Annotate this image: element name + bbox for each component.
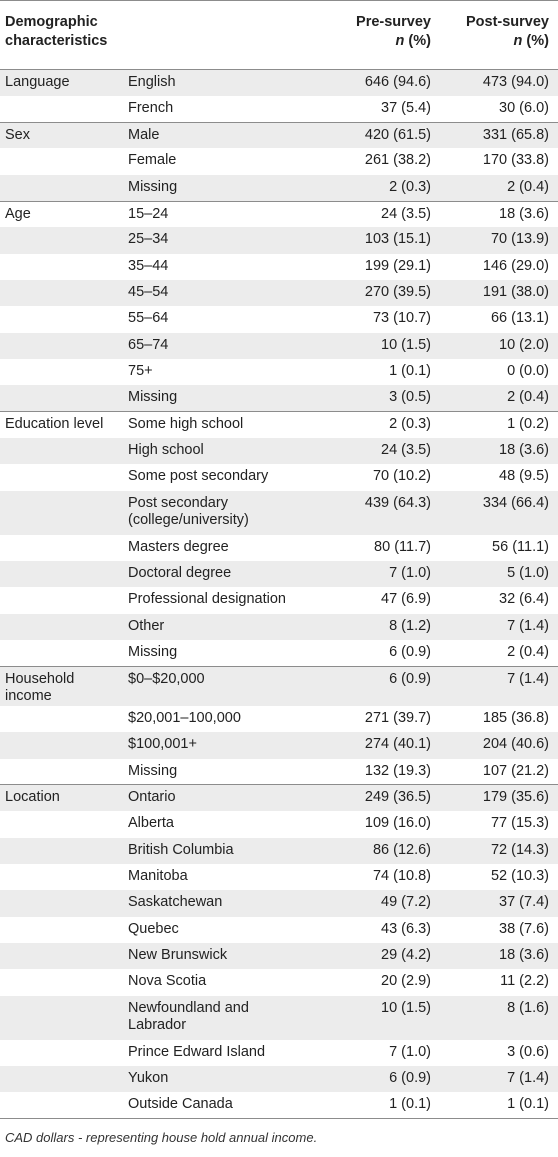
cell-post-survey: 77 (15.3) <box>490 815 549 832</box>
cell-category <box>0 1040 123 1066</box>
cell-category <box>0 491 123 535</box>
cell-subcategory <box>123 96 328 122</box>
cell-pre-survey: 3 (0.5) <box>389 389 431 406</box>
table-row <box>0 412 558 438</box>
cell-pre-survey: 47 (6.9) <box>381 591 431 608</box>
cell-pre-survey: 199 (29.1) <box>364 257 431 274</box>
cell-post-survey: 70 (13.9) <box>490 231 549 248</box>
cell-subcategory <box>123 838 328 864</box>
cell-subcategory <box>123 438 328 464</box>
cell-pre-survey: 7 (1.0) <box>389 565 431 582</box>
cell-category <box>0 996 123 1040</box>
cell-post-survey: 334 (66.4) <box>482 494 549 511</box>
subcategory-line: Male <box>128 126 160 143</box>
subcategory-line: 75+ <box>128 363 153 380</box>
subcategory-line: Quebec <box>128 920 179 937</box>
cell-post-survey: 204 (40.6) <box>482 736 549 753</box>
subcategory-line: 65–74 <box>128 336 169 353</box>
cell-post-survey: 37 (7.4) <box>499 894 549 911</box>
cell-pre-survey: 10 (1.5) <box>381 999 431 1016</box>
cell-category <box>0 359 123 385</box>
cell-pre-survey: 49 (7.2) <box>381 894 431 911</box>
table-row <box>0 70 558 96</box>
cell-category: Location <box>0 785 123 811</box>
cell-post-survey: 107 (21.2) <box>482 762 549 779</box>
cell-subcategory <box>123 614 328 640</box>
cell-post-survey: 331 (65.8) <box>440 122 558 148</box>
cell-pre-survey: 271 (39.7) <box>364 709 431 726</box>
subcategory-line: Missing <box>128 389 178 406</box>
cell-category <box>0 640 123 666</box>
cell-subcategory <box>123 943 328 969</box>
header-post-title: Post-survey <box>465 14 549 30</box>
table-row <box>0 201 558 227</box>
cell-subcategory <box>123 996 328 1040</box>
table-row <box>0 96 558 122</box>
cell-subcategory <box>123 333 328 359</box>
subcategory-line: English <box>128 74 176 90</box>
cell-category <box>0 732 123 758</box>
table-row <box>0 306 558 332</box>
subcategory-line: $20,001–100,000 <box>128 709 241 726</box>
subcategory-line: Outside Canada <box>128 1096 233 1113</box>
table-row <box>0 587 558 613</box>
table-row <box>0 785 558 811</box>
table-row <box>0 759 558 785</box>
cell-category <box>0 306 123 332</box>
cell-pre-survey: 103 (15.1) <box>364 231 431 248</box>
subcategory-line: Prince Edward Island <box>128 1043 266 1060</box>
table-row <box>0 1066 558 1092</box>
table-row <box>0 438 558 464</box>
cell-post-survey: 146 (29.0) <box>482 257 549 274</box>
subcategory-line: Doctoral degree <box>128 565 232 582</box>
table-header <box>0 1 558 70</box>
subcategory-line: 45–54 <box>128 284 169 301</box>
subcategory-line: Masters degree <box>128 538 229 555</box>
cell-pre-survey: 24 (3.5) <box>381 442 431 459</box>
cell-pre-survey: 74 (10.8) <box>372 867 431 884</box>
cell-post-survey: 52 (10.3) <box>490 867 549 884</box>
cell-category: Household income <box>0 666 123 706</box>
cell-subcategory <box>123 254 328 280</box>
cell-subcategory <box>123 587 328 613</box>
cell-post-survey: 18 (3.6) <box>499 442 549 459</box>
cell-category <box>0 1092 123 1118</box>
cell-post-survey: 1 (0.1) <box>440 1092 558 1118</box>
cell-pre-survey: 80 (11.7) <box>374 538 431 555</box>
cell-pre-survey: 132 (19.3) <box>364 762 431 779</box>
cell-subcategory <box>123 917 328 943</box>
cell-post-survey: 10 (2.0) <box>499 336 549 353</box>
cell-post-survey: 191 (38.0) <box>482 284 549 301</box>
cell-subcategory <box>123 535 328 561</box>
header-post-n: n <box>513 33 523 49</box>
cell-category <box>0 969 123 995</box>
cell-category <box>0 227 123 253</box>
table-row <box>0 614 558 640</box>
table-row <box>0 561 558 587</box>
table-row <box>0 1040 558 1066</box>
cell-subcategory <box>123 759 328 785</box>
cell-subcategory <box>123 706 328 732</box>
subcategory-line: (college/university) <box>128 512 249 529</box>
cell-pre-survey: 109 (16.0) <box>364 815 431 832</box>
cell-subcategory <box>123 785 328 811</box>
table-body <box>0 70 558 1119</box>
cell-subcategory <box>123 1092 328 1118</box>
cell-pre-survey: 37 (5.4) <box>381 99 431 116</box>
cell-pre-survey: 1 (0.1) <box>389 363 431 380</box>
table-row <box>0 359 558 385</box>
cell-category <box>0 535 123 561</box>
cell-category <box>0 838 123 864</box>
cell-post-survey: 170 (33.8) <box>482 152 549 169</box>
cell-category <box>0 759 123 785</box>
cell-post-survey: 32 (6.4) <box>499 591 549 608</box>
cell-post-survey: 185 (36.8) <box>482 709 549 726</box>
cell-subcategory <box>123 306 328 332</box>
table-row <box>0 227 558 253</box>
cell-post-survey: 66 (13.1) <box>490 310 549 327</box>
header-row <box>0 1 558 70</box>
table-row <box>0 890 558 916</box>
cell-pre-survey: 2 (0.3) <box>328 412 440 438</box>
header-pre-pct: (%) <box>404 33 431 49</box>
cell-subcategory <box>123 122 328 148</box>
cell-category <box>0 1066 123 1092</box>
cell-subcategory <box>123 148 328 174</box>
subcategory-line: 25–34 <box>128 231 169 248</box>
cell-pre-survey: 7 (1.0) <box>389 1043 431 1060</box>
cell-post-survey: 38 (7.6) <box>499 920 549 937</box>
cell-post-survey: 7 (1.4) <box>507 1069 549 1086</box>
cell-pre-survey: 10 (1.5) <box>381 336 431 353</box>
subcategory-line: 15–24 <box>128 205 169 222</box>
table-row <box>0 864 558 890</box>
subcategory-line: Missing <box>128 644 178 661</box>
cell-category <box>0 614 123 640</box>
cell-category <box>0 561 123 587</box>
subcategory-line: Missing <box>128 178 178 195</box>
table-row <box>0 917 558 943</box>
cell-post-survey: 56 (11.1) <box>492 538 549 555</box>
cell-subcategory <box>123 201 328 227</box>
cell-pre-survey: 274 (40.1) <box>364 736 431 753</box>
cell-subcategory <box>123 666 328 706</box>
cell-post-survey: 179 (35.6) <box>440 785 558 811</box>
cell-subcategory <box>123 561 328 587</box>
header-demographic-line1: Demographic <box>5 14 98 30</box>
cell-subcategory <box>123 640 328 666</box>
table-row <box>0 385 558 411</box>
table-row <box>0 732 558 758</box>
subcategory-line: Female <box>128 152 177 169</box>
table-row <box>0 122 558 148</box>
cell-subcategory <box>123 385 328 411</box>
cell-category <box>0 943 123 969</box>
subcategory-line: Professional designation <box>128 591 286 608</box>
subcategory-line: Newfoundland and <box>128 999 249 1016</box>
cell-category <box>0 175 123 201</box>
cell-post-survey: 2 (0.4) <box>507 389 549 406</box>
cell-category <box>0 280 123 306</box>
cell-post-survey: 2 (0.4) <box>507 644 549 661</box>
header-post-survey <box>440 1 558 70</box>
table-row <box>0 175 558 201</box>
subcategory-line: High school <box>128 442 204 459</box>
header-pre-title: Pre-survey <box>356 14 431 30</box>
cell-post-survey: 0 (0.0) <box>507 363 549 380</box>
cell-pre-survey: 20 (2.9) <box>381 973 431 990</box>
subcategory-line: Ontario <box>128 789 176 806</box>
cell-pre-survey: 6 (0.9) <box>389 644 431 661</box>
header-pre-n: n <box>395 33 405 49</box>
cell-post-survey: 5 (1.0) <box>507 565 549 582</box>
cell-post-survey: 72 (14.3) <box>490 841 549 858</box>
cell-subcategory <box>123 864 328 890</box>
cell-subcategory <box>123 890 328 916</box>
subcategory-line: Some post secondary <box>128 468 269 485</box>
subcategory-line: British Columbia <box>128 841 234 858</box>
subcategory-line: Missing <box>128 762 178 779</box>
table-row <box>0 640 558 666</box>
header-pre-survey <box>328 1 440 70</box>
cell-subcategory <box>123 227 328 253</box>
subcategory-line: Saskatchewan <box>128 894 223 911</box>
cell-post-survey: 1 (0.2) <box>440 412 558 438</box>
cell-pre-survey: 73 (10.7) <box>372 310 431 327</box>
cell-category <box>0 254 123 280</box>
cell-pre-survey: 270 (39.5) <box>364 284 431 301</box>
cell-pre-survey: 8 (1.2) <box>389 617 431 634</box>
subcategory-line: New Brunswick <box>128 946 228 963</box>
table-row <box>0 996 558 1040</box>
cell-subcategory <box>123 280 328 306</box>
cell-category <box>0 864 123 890</box>
table-row <box>0 666 558 706</box>
cell-subcategory <box>123 359 328 385</box>
cell-subcategory <box>123 969 328 995</box>
table-row <box>0 706 558 732</box>
cell-category <box>0 333 123 359</box>
subcategory-line: Manitoba <box>128 867 188 884</box>
cell-post-survey: 18 (3.6) <box>440 201 558 227</box>
subcategory-line: Nova Scotia <box>128 973 207 990</box>
cell-post-survey: 30 (6.0) <box>499 99 549 116</box>
table-row <box>0 535 558 561</box>
cell-category <box>0 890 123 916</box>
cell-post-survey: 8 (1.6) <box>507 999 549 1016</box>
subcategory-line: $0–$20,000 <box>128 670 205 687</box>
cell-pre-survey: 6 (0.9) <box>328 666 440 706</box>
cell-post-survey: 2 (0.4) <box>507 178 549 195</box>
cell-category: Age <box>0 201 123 227</box>
cell-pre-survey: 420 (61.5) <box>328 122 440 148</box>
cell-pre-survey: 24 (3.5) <box>328 201 440 227</box>
cell-subcategory <box>123 70 328 96</box>
table-row <box>0 943 558 969</box>
table-row <box>0 280 558 306</box>
subcategory-line: Post secondary <box>128 494 228 511</box>
cell-pre-survey: 86 (12.6) <box>372 841 431 858</box>
header-demographic-line2: characteristics <box>5 33 108 49</box>
cell-post-survey: 7 (1.4) <box>440 666 558 706</box>
table-row <box>0 969 558 995</box>
cell-pre-survey: 2 (0.3) <box>389 178 431 195</box>
subcategory-line: 35–44 <box>128 257 169 274</box>
cell-subcategory <box>123 464 328 490</box>
cell-pre-survey: 70 (10.2) <box>372 468 431 485</box>
cell-category: Language <box>5 74 70 90</box>
cell-subcategory <box>123 491 328 535</box>
cell-pre-survey: 29 (4.2) <box>381 946 431 963</box>
cell-category <box>0 811 123 837</box>
cell-pre-survey: 1 (0.1) <box>328 1092 440 1118</box>
cell-post-survey: 18 (3.6) <box>499 946 549 963</box>
cell-subcategory <box>123 1040 328 1066</box>
cell-category <box>0 587 123 613</box>
cell-subcategory <box>123 412 328 438</box>
subcategory-line: French <box>128 99 174 116</box>
cell-subcategory <box>123 732 328 758</box>
cell-category <box>0 706 123 732</box>
cell-category: Education level <box>0 412 123 438</box>
cell-category <box>0 464 123 490</box>
subcategory-line: 55–64 <box>128 310 169 327</box>
cell-post-survey: 3 (0.6) <box>507 1043 549 1060</box>
cell-post-survey: 48 (9.5) <box>499 468 549 485</box>
cell-subcategory <box>123 1066 328 1092</box>
subcategory-line: Labrador <box>128 1017 187 1033</box>
table-row <box>0 148 558 174</box>
cell-category <box>0 96 123 122</box>
subcategory-line: Some high school <box>128 416 244 433</box>
table-row <box>0 333 558 359</box>
table-row <box>0 464 558 490</box>
cell-pre-survey: 249 (36.5) <box>328 785 440 811</box>
cell-post-survey: 11 (2.2) <box>500 973 549 990</box>
subcategory-line: Other <box>128 617 165 634</box>
cell-pre-survey: 43 (6.3) <box>381 920 431 937</box>
cell-pre-survey: 6 (0.9) <box>389 1069 431 1086</box>
cell-pre-survey: 646 (94.6) <box>364 74 431 90</box>
header-demographic <box>0 1 328 70</box>
cell-category <box>0 438 123 464</box>
cell-category: Sex <box>0 122 123 148</box>
cell-category <box>0 148 123 174</box>
subcategory-line: Alberta <box>128 815 174 832</box>
cell-subcategory <box>123 811 328 837</box>
table-row <box>0 811 558 837</box>
cell-subcategory <box>123 175 328 201</box>
cell-post-survey: 473 (94.0) <box>482 74 549 90</box>
cell-post-survey: 7 (1.4) <box>507 617 549 634</box>
header-post-pct: (%) <box>522 33 549 49</box>
cell-pre-survey: 261 (38.2) <box>364 152 431 169</box>
table-footnote: CAD dollars - representing house hold annual income. <box>5 1130 318 1145</box>
cell-category <box>0 385 123 411</box>
table-row <box>0 1092 558 1118</box>
cell-category <box>0 917 123 943</box>
subcategory-line: Yukon <box>128 1069 169 1086</box>
subcategory-line: $100,001+ <box>128 736 197 753</box>
cell-pre-survey: 439 (64.3) <box>364 494 431 511</box>
table-row <box>0 838 558 864</box>
table-row <box>0 491 558 535</box>
table-row <box>0 254 558 280</box>
